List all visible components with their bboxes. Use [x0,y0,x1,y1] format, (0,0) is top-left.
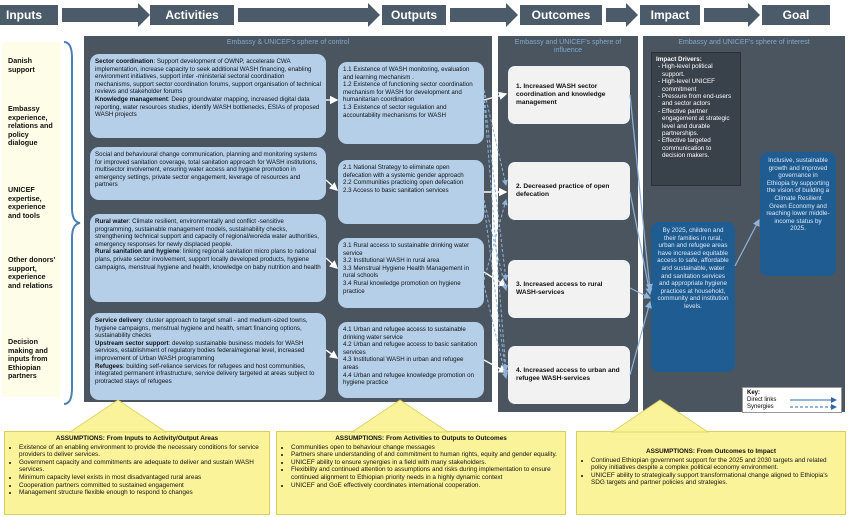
synergy-arrow [484,200,506,290]
impact-driver-item: - High-level political support. [658,63,713,78]
activity-box-3: Rural water: Climate resilient, environmentally and conflict -sensitive programming, sustainable management models, sustainability checks, strengthening technical support and capacity of regional/woreda water authorities, emergency responses for newly displaced people. Rural sanitation and hygiene: linking regional sanitation micro plans to national plans, private sector involvement, support locally developed products, hygiene campaigns, menstrual hygiene and health, knowledge on baby nutrition and health [90,214,326,302]
activity-box-4: Service delivery: cluster approach to target small - and medium-sized towns, hygiene campaigns, menstrual hygiene and health, smart financing options, sustainability checks Upstream sector support: develop sustainable business models for WASH services, establishment of regulatory bodies federal/regional level, increased improvement of Urban WASH programming Refugees: building self-reliance services for refugees and host communities, integrated permanent infrastructure, service delivery targeted at areas subject to protracted stays of refugees [90,313,326,400]
outcome-box-2: 2. Decreased practice of open defecation [508,162,630,220]
header-activities: Activities [150,5,234,25]
assumption-item: • UNICEF and GoE effectively coordinates international cooperation. [291,482,560,490]
assumption-box-1 [4,431,270,515]
input-other-donors: Other donors' support, experience and relations [8,255,56,290]
assumption-item: • UNICEF ability to strategically support transformational change aligned to Ethiopia's SDG targets and partner policies and strategies. [591,472,840,487]
assumption-title: ASSUMPTIONS: From Outcomes to Impact [646,448,776,455]
legend-synergies: Synergies [747,404,774,410]
impact-statement-box: By 2025, children and their families in rural, urban and refugee areas have increased equitable access to safe, affordable and sustainable, water and sanitation services and appropriate hygiene practices at household, community and institution levels. [651,222,735,372]
impact-driver-item: - Pressure from end-users and sector actors [658,93,732,108]
activity-box-2: Social and behavioural change communication, planning and monitoring systems for improved sanitation coverage, total sanitation approach for WASH institutions, multisector involvement, ensuring water access and hygiene promotion in emergency settings, private sector engagement, leverage of resources and partners [90,147,326,200]
arrow-output-outcome-3 [484,272,506,286]
assumption-title: ASSUMPTIONS: From Inputs to Activity/Output Areas [55,435,219,442]
input-danish-support: Danish support [8,56,35,74]
outcome-box-4: 4. Increased access to urban and refugee WASH-services [508,346,630,404]
impact-driver-item: - Effective targeted communication to decision makers. [658,137,712,160]
arrow-outcome-impact-4 [630,302,650,375]
assumption-item: • Partners share understanding of and commitment to human rights, equity and gender equality. [291,451,560,459]
output-box-3: 3.1 Rural access to sustainable drinking water service 3.2 Institutional WASH in rural area 3.3 Menstrual Hygiene Health Management in rural schools 3.4 Rural knowledge promotion on hygiene practice [338,238,484,308]
assumption-item: • Flexibility and continued attention to assumptions and risks during implementation to ensure continued alignment to Ethiopian priority needs in a highly dynamic context [291,466,560,481]
legend-key-title: Key: [747,390,761,396]
arrow-outcome-impact-3 [630,288,650,298]
assumption-box-2 [276,431,566,515]
arrow-output-outcome-1 [484,94,506,100]
arrow-activity-output-3 [326,258,337,268]
assumption-item: • Cooperation partners committed to sustained engagement [19,482,264,490]
input-ethiopian-partners: Decision making and inputs from Ethiopian partners [8,337,48,381]
activity-box-1: Sector coordination: Support development of OWNP, accelerate CWA implementation, increase capacity to seek additional WASH financing, enabling environment initiatives, support inter -ministerial sectoral coordination mechanisms, support sector coordination forums, support organisation of technical reviews and stakeholder forums Knowledge management: Deep groundwater mapping, increased digital data reporting, water resources studies, identify WASH bottlenecks, ESIAs of proposed WASH projects [90,54,326,138]
assumption-pointers [0,396,850,436]
sphere-of-interest-title: Embassy and UNICEF's sphere of interest [678,39,810,46]
outcome-box-1: 1. Increased WASH sector coordination and knowledge management [508,66,630,124]
output-box-4: 4.1 Urban and refugee access to sustainable drinking water service 4.2 Urban and refugee access to basic sanitation services 4.3 Institutional WASH in urban and refugee areas 4.4 Urban and refugee knowledge promotion on hygiene practice [338,322,484,398]
assumption-title: ASSUMPTIONS: From Activities to Outputs to Outcomes [335,435,507,442]
assumption-pointer-3 [612,400,708,432]
header-outcomes: Outcomes [520,5,602,25]
synergy-arrow [484,95,506,280]
impact-drivers-title: Impact Drivers: [656,56,702,63]
assumption-item: • Minimum capacity level exists in most disadvantaged rural areas [19,474,264,482]
output-box-2: 2.1 National Strategy to eliminate open defecation with a systemic gender approach 2.2 Communities practicing open defecation 2.3 Access to basic sanitation services [338,160,484,224]
arrow-activity-output-4 [326,350,337,358]
impact-driver-item: - Effective partner engagement at strategic level and durable partnerships. [658,107,730,138]
header-impact: Impact [640,5,700,25]
impact-driver-item: - High-level UNICEF commitment [658,78,716,93]
assumption-pointer-2 [352,400,448,432]
assumption-item: • Existence of an enabling environment to provide the necessary conditions for service providers to deliver services. [19,444,264,459]
sphere-of-influence-title: Embassy and UNICEF's sphere of influence [514,39,622,54]
arrow-output-outcome-4 [484,360,506,372]
assumption-item: • Management structure flexible enough to respond to changes [19,489,264,497]
header-outputs: Outputs [382,5,446,25]
assumption-pointer-1 [70,400,166,432]
outcome-box-3: 3. Increased access to rural WASH-services [508,260,630,318]
arrow-outcome-impact-1 [630,95,650,290]
assumption-item: • Continued Ethiopian government support for the 2025 and 2030 targets and related policy initiatives despite a complex political economy environment. [591,457,840,472]
output-box-1: 1.1 Existence of WASH monitoring, evaluation and learning mechanism . 1.2 Existence of functioning sector coordination mechanism for WASH for development and humanitarian coordination 1.3 Existence of sector regulation and accountability mechanisms for WASH [338,62,484,144]
legend-direct-links: Direct links [747,397,777,403]
input-embassy: Embassy experience, relations and policy dialogue [8,104,53,148]
assumption-item: • Communities open to behaviour change messages [291,444,560,452]
assumption-item: • UNICEF ability to ensure synergies in a field with many stakeholders. [291,459,560,467]
goal-statement-box: Inclusive, sustainable growth and improved governance in Ethiopia by supporting the vision of building a Climate Resilient Green Economy and reaching lower middle-income status by 2025. [760,152,836,276]
assumption-box-3 [576,431,846,515]
arrow-activity-output-2 [326,180,337,190]
assumption-item: • Government capacity and commitments are adequate to deliver and sustain WASH services. [19,459,264,474]
header-inputs: Inputs [0,5,58,25]
arrow-impact-goal [735,220,759,266]
header-goal: Goal [762,5,830,25]
arrow-outcome-impact-2 [630,192,650,294]
sphere-of-control-title: Embassy & UNICEF's sphere of control [226,39,350,46]
input-unicef: UNICEF expertise, experience and tools [8,185,46,220]
